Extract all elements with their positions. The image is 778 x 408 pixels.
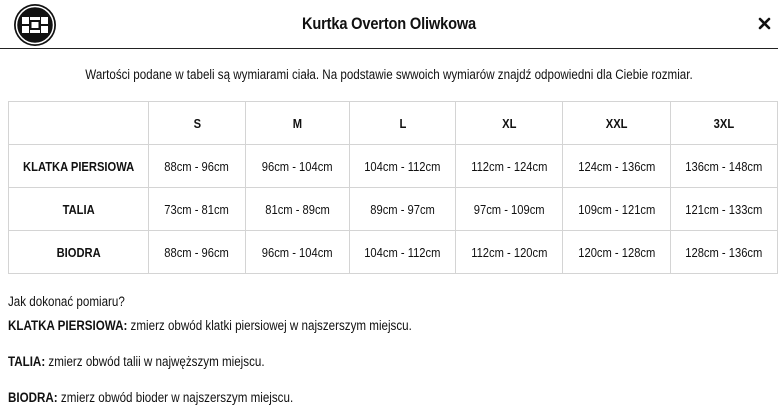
table-cell bbox=[246, 231, 350, 274]
measure-item bbox=[8, 354, 265, 369]
row-header bbox=[9, 231, 149, 274]
column-header bbox=[456, 102, 563, 145]
measure-desc: zmierz obwód klatki piersiowej w najszerszym miejscu. bbox=[127, 318, 412, 333]
column-header bbox=[350, 102, 456, 145]
column-header-label: 3XL bbox=[713, 115, 735, 131]
table-cell bbox=[456, 145, 563, 188]
column-header-label: XL bbox=[501, 115, 517, 131]
measure-desc: zmierz obwód talii w najwęższym miejscu. bbox=[45, 354, 265, 369]
brand-logo-icon bbox=[13, 3, 57, 47]
cell-value: 112cm - 124cm bbox=[470, 158, 548, 174]
table-row bbox=[9, 231, 778, 274]
cell-value: 124cm - 136cm bbox=[577, 158, 656, 174]
column-header bbox=[246, 102, 350, 145]
measure-question: Jak dokonać pomiaru? bbox=[8, 294, 125, 309]
table-cell bbox=[350, 188, 456, 231]
table-cell bbox=[149, 188, 246, 231]
column-header-label: XXL bbox=[605, 115, 628, 131]
cell-value: 73cm - 81cm bbox=[164, 201, 230, 217]
modal-title: Kurtka Overton Oliwkowa bbox=[302, 14, 476, 33]
cell-value: 121cm - 133cm bbox=[685, 201, 763, 217]
table-cell bbox=[563, 145, 671, 188]
measure-item bbox=[8, 318, 412, 333]
table-cell bbox=[350, 231, 456, 274]
measure-term: BIODRA: bbox=[8, 390, 58, 405]
column-header-label: M bbox=[292, 115, 303, 131]
row-header-label: BIODRA bbox=[56, 244, 101, 260]
table-cell bbox=[563, 188, 671, 231]
cell-value: 104cm - 112cm bbox=[364, 158, 441, 174]
cell-value: 88cm - 96cm bbox=[164, 244, 230, 260]
table-header-row bbox=[9, 102, 778, 145]
measure-term: TALIA: bbox=[8, 354, 46, 369]
measure-desc: zmierz obwód bioder w najszerszym miejscu. bbox=[57, 390, 294, 405]
table-cell bbox=[671, 188, 778, 231]
table-cell bbox=[149, 145, 246, 188]
measure-term: KLATKA PIERSIOWA: bbox=[8, 318, 128, 333]
column-header bbox=[563, 102, 671, 145]
cell-value: 109cm - 121cm bbox=[577, 201, 656, 217]
column-header bbox=[149, 102, 246, 145]
row-header-label: TALIA bbox=[62, 201, 95, 217]
row-header bbox=[9, 145, 149, 188]
cell-value: 112cm - 120cm bbox=[470, 244, 548, 260]
cell-value: 96cm - 104cm bbox=[262, 244, 333, 260]
column-header-label: S bbox=[193, 115, 201, 131]
table-cell bbox=[149, 231, 246, 274]
table-cell bbox=[563, 231, 671, 274]
intro-text: Wartości podane w tabeli są wymiarami ciała. Na podstawie swwoich wymiarów znajdź odpowiedni dla Ciebie rozmiar. bbox=[85, 67, 693, 82]
measure-item bbox=[8, 390, 293, 405]
table-row bbox=[9, 188, 778, 231]
row-header-label: KLATKA PIERSIOWA bbox=[22, 158, 135, 174]
cell-value: 128cm - 136cm bbox=[685, 244, 763, 260]
table-cell bbox=[456, 231, 563, 274]
cell-value: 120cm - 128cm bbox=[577, 244, 656, 260]
table-cell bbox=[456, 188, 563, 231]
table-cell bbox=[350, 145, 456, 188]
table-cell bbox=[246, 145, 350, 188]
table-corner-cell bbox=[9, 102, 149, 145]
table-row bbox=[9, 145, 778, 188]
table-cell bbox=[246, 188, 350, 231]
cell-value: 136cm - 148cm bbox=[685, 158, 763, 174]
close-icon[interactable] bbox=[754, 13, 774, 33]
column-header bbox=[671, 102, 778, 145]
row-header bbox=[9, 188, 149, 231]
cell-value: 88cm - 96cm bbox=[164, 158, 230, 174]
cell-value: 89cm - 97cm bbox=[370, 201, 435, 217]
table-cell bbox=[671, 231, 778, 274]
modal-header bbox=[0, 0, 778, 49]
column-header-label: L bbox=[399, 115, 406, 131]
size-table bbox=[8, 101, 778, 274]
cell-value: 97cm - 109cm bbox=[473, 201, 545, 217]
table-cell bbox=[671, 145, 778, 188]
cell-value: 96cm - 104cm bbox=[262, 158, 333, 174]
cell-value: 81cm - 89cm bbox=[265, 201, 330, 217]
cell-value: 104cm - 112cm bbox=[364, 244, 441, 260]
